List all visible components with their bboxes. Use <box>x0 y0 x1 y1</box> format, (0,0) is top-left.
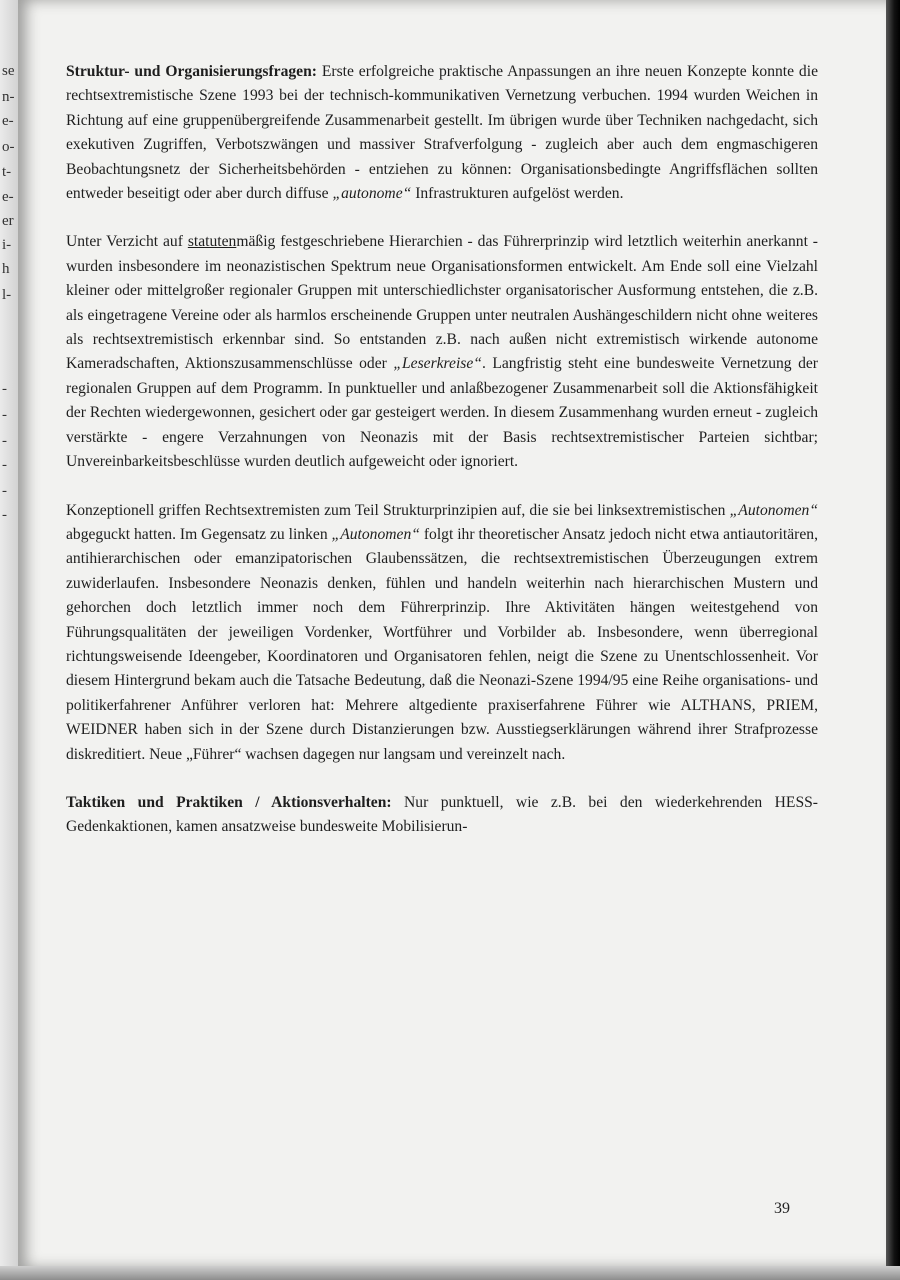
left-margin-fragment: se <box>2 63 15 79</box>
paragraph-text: mäßig festgeschriebene Hierarchien - das Führerprinzip wird letztlich weiterhin anerkannt - wurden insbesondere im neonazistischen Spektrum neue Organisationsformen entwickelt. Am Ende soll eine Vielzahl kleiner oder mittelgroßer regionaler Gruppen mit unterschiedlichster organisatorischer Ausformung entstehen, die z.B. als eingetragene Vereine oder als harmlos erscheinende Gruppen unter neutralen Aushängeschildern nicht ohne weiteres als rechtsextremistisch erkennbar sind. So entstanden z.B. nach außen nicht extremistisch wirkende autonome Kameradschaften, Aktionszusammenschlüsse oder <box>66 233 819 373</box>
section-heading: Struktur- und Organisierungsfragen: <box>66 63 317 80</box>
quoted-term: „Autonomen“ <box>729 501 818 519</box>
left-margin-fragment: - <box>2 483 7 499</box>
left-margin-fragment: n- <box>2 89 15 105</box>
left-margin-fragment: - <box>2 407 7 423</box>
left-margin-fragment: e- <box>2 189 14 205</box>
paragraph-text: . Langfristig steht eine bundesweite Vernetzung der regionalen Gruppen auf dem Programm. In punktueller und anlaßbezogener Zusammenarbeit soll die Aktionsfähigkeit der Rechten wiedergewonnen, gesichert oder gar gesteigert werden. In diesem Zusammenhang wurden erneut - zugleich verstärkte - engere Verzahnungen von Neonazis mit der Basis rechtsextremistischer Parteien sichtbar; Unvereinbarkeitsbeschlüsse wurden deutlich aufgeweicht oder ignoriert. <box>66 355 818 471</box>
paragraph-conceptual <box>66 499 818 767</box>
left-margin-fragment: t- <box>2 164 12 180</box>
paragraph-text: Nur punktuell, wie z.B. bei den wiederkehrenden HESS-Gedenkaktionen, kamen ansatzweise bundesweite Mobilisierun- <box>66 793 818 836</box>
paragraph-text: Erste erfolgreiche praktische Anpassungen an ihre neuen Konzepte konnte die rechtsextremistische Szene 1993 bei der technisch-kommunikativen Vernetzung verbuchen. 1994 wurden Weichen in Richtung auf eine gruppenübergreifende Zusammenarbeit gestellt. Im übrigen wurde über Techniken nachgedacht, sich exekutiven Zugriffen, Verbotszwängen und massiver Strafverfolgung - zugleich aber auch dem engmaschigeren Beobachtungsnetz der Sicherheitsbehörden - entziehen zu können: Organisationsbedingte Angriffsflächen sollten entweder beseitigt oder aber durch diffuse <box>66 63 818 203</box>
left-margin-fragment: - <box>2 457 7 473</box>
left-margin-fragment: - <box>2 507 7 523</box>
section-heading: Taktiken und Praktiken / Aktionsverhalten: <box>66 793 392 811</box>
paragraph-text: Infrastrukturen aufgelöst werden. <box>411 185 624 203</box>
paragraph-structure-questions <box>66 60 818 206</box>
left-margin-fragment: h <box>2 261 10 277</box>
left-margin-fragment: o- <box>2 139 15 155</box>
left-margin-fragment: e- <box>2 113 14 129</box>
left-margin-fragment: - <box>2 433 7 449</box>
scan-shadow-bottom <box>0 1266 900 1280</box>
left-margin-fragment: i- <box>2 237 12 253</box>
paragraph-tactics <box>66 791 818 840</box>
paragraph-text: abgeguckt hatten. Im Gegensatz zu linken <box>66 525 332 543</box>
paragraph-text: Unter Verzicht auf <box>66 233 188 251</box>
quoted-term: „autonome“ <box>332 185 412 203</box>
paragraph-text: folgt ihr theoretischer Ansatz jedoch nicht etwa antiautoritären, antihierarchischen oder emanzipatorischen Glaubenssätzen, die rechtsextremistischen Überzeugungen extrem zuwiderlaufen. Insbesondere Neonazis denken, fühlen und handeln weiterhin nach hierarchischen Mustern und gehorchen doch letztlich immer noch dem Führerprinzip. Ihre Aktivitäten hängen weitestgehend von Führungsqualitäten der jeweiligen Vordenker, Wortführer und Vorbilder ab. Insbesondere, wenn überregional richtungsweisende Ideengeber, Koordinatoren und Organisatoren fehlen, neigt die Szene zu Unentschlossenheit. Vor diesem Hintergrund bekam auch die Tatsache Bedeutung, daß die Neonazi-Szene 1994/95 eine Reihe organisations- und politikerfahrener Anführer verloren hat: Mehrere altgediente praxiserfahrene Führer wie ALTHANS, PRIEM, WEIDNER haben sich in der Szene durch Distanzierungen bzw. Ausstiegserklärungen während ihrer Strafprozesse diskreditiert. Neue „Führer“ wachsen dagegen nur langsam und vereinzelt nach. <box>66 525 818 763</box>
left-margin-fragment: l- <box>2 287 12 303</box>
document-page <box>18 0 890 1268</box>
paragraph-text: Konzeptionell griffen Rechtsextremisten zum Teil Strukturprinzipien auf, die sie bei linksextremistischen <box>66 501 730 519</box>
left-margin-fragment: - <box>2 381 7 397</box>
quoted-term: „Leserkreise“ <box>393 355 482 373</box>
underlined-word: statuten <box>187 233 237 251</box>
left-margin-fragment: er <box>2 213 14 229</box>
paragraph-organisation-forms <box>66 230 818 474</box>
page-number: 39 <box>774 1200 790 1217</box>
quoted-term: „Autonomen“ <box>331 525 420 543</box>
scan-shadow-right <box>886 0 900 1280</box>
body-text <box>66 60 818 864</box>
